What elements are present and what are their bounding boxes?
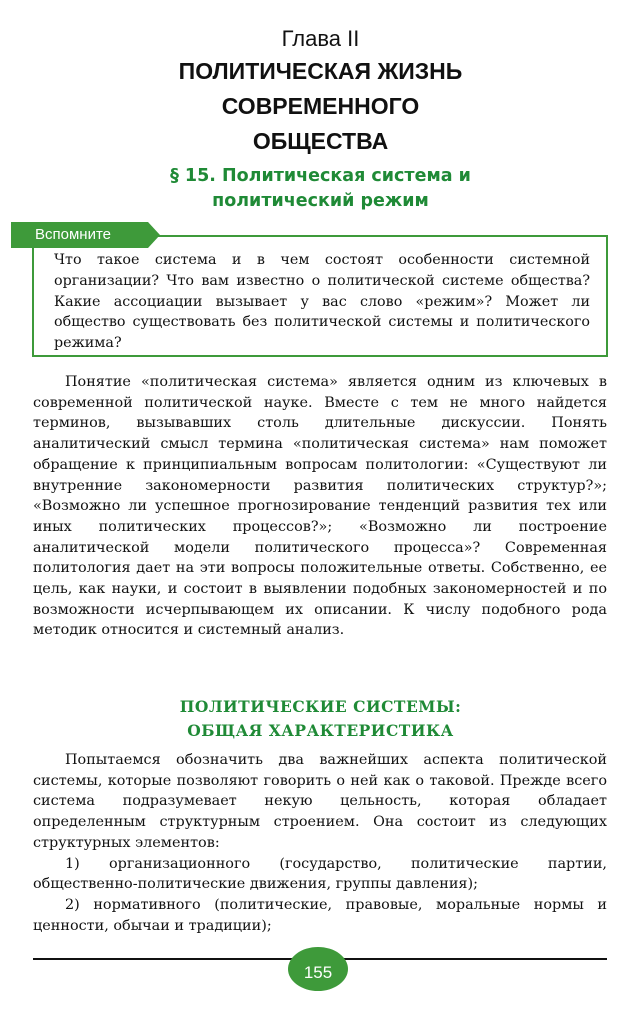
list-item: 2) нормативного (политические, правовые, моральные нормы и ценности, обычаи и традиции); [33,896,607,934]
intro-paragraph: Понятие «политическая система» является одним из ключевых в современной политической науке. Вместе с тем не много найдется терминов, вызывавших столь длительные дискуссии. Понять аналитический смысл термина «политическая система» нам поможет обращение к принципиальным вопросам политологии: «Существуют ли внутренние закономерности развития политических структур?»; «Возможно ли успешное прогнозирование тенденций развития тех или иных политических процессов?»; «Возможно ли построение аналитической модели политического процесса»? Современная политология дает на эти вопросы положительные ответы. Собственно, ее цель, как науки, и состоит в выявлении подобных закономерностей и по возможности исчерпывающем их описании. К числу подобного рода методик относится и системный анализ. [33,374,607,639]
recall-tag: Вспомните [11,222,148,248]
section-paragraph: Попытаемся обозначить два важнейших аспекта политической системы, которые позволяют говорить о ней как о таковой. Прежде всего система подразумевает некую цельность, которая обладает определенным структурным строением. Она состоит из следующих структурных элементов: [33,752,607,851]
chapter-title [0,54,641,159]
section-title-line1: ПОЛИТИЧЕСКИЕ СИСТЕМЫ: [179,697,462,716]
chapter-title-text: ПОЛИТИЧЕСКАЯ ЖИЗНЬ СОВРЕМЕННОГО ОБЩЕСТВА [178,58,463,154]
paragraph-title-text: § 15. Политическая система и политический режим [170,166,471,211]
intro-block [33,372,607,641]
list-item: 1) организационного (государство, политические партии, общественно-политические движения, группы давления); [33,855,607,893]
paragraph-title [0,164,641,214]
section-title [0,695,641,743]
chapter-label: Глава II [281,26,360,51]
section-body [33,750,607,936]
recall-text: Что такое система и в чем состоят особенности системной организации? Что вам известно о политической системе общества? Какие ассоциации вызывает у вас слово «режим»? Может ли общество существовать без политической системы и политического режима? [54,252,590,352]
page-number: 155 [288,947,348,991]
section-title-line2: ОБЩАЯ ХАРАКТЕРИСТИКА [187,721,454,740]
